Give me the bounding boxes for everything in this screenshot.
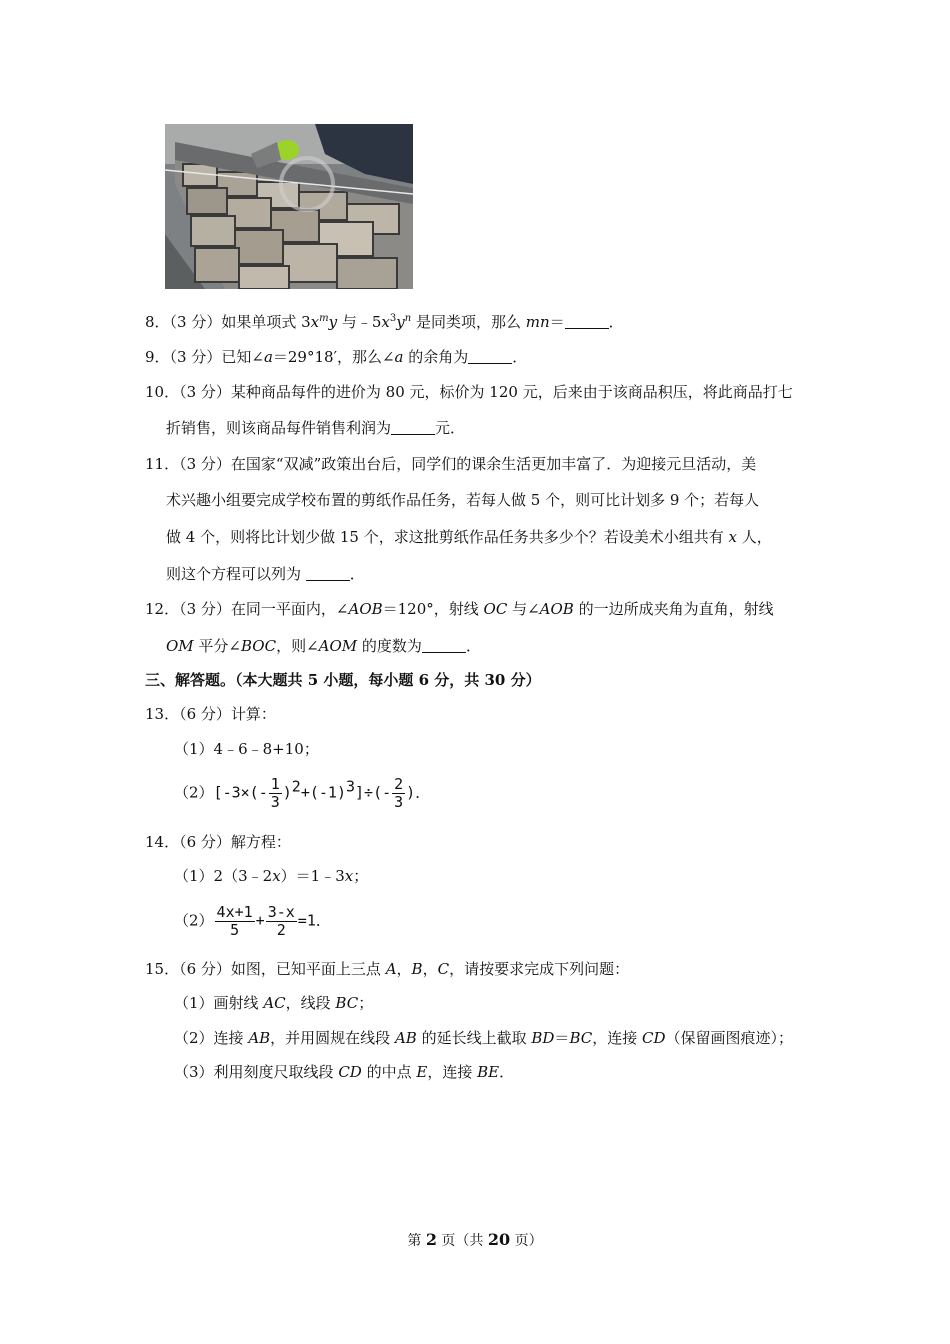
fraction: $\frac{3-x}{2}$ — [267, 903, 295, 939]
question-14-part-1: （1）2（3﹣2x）＝1﹣3x； — [174, 867, 369, 885]
question-14-part-2: （2） $\frac{4x+1}{5}$ + $\frac{3-x}{2}$ =1． — [174, 903, 331, 939]
fraction: $\frac{4x+1}{5}$ — [216, 903, 253, 939]
bricklaying-photo — [165, 124, 413, 289]
question-15: 15．（6 分）如图，已知平面上三点 A，B，C，请按要求完成下列问题： — [145, 960, 630, 978]
answer-blank[interactable] — [468, 349, 512, 364]
fraction: $\frac{1}{3}$ — [270, 775, 280, 811]
question-12-line-1: 12．（3 分）在同一平面内，∠AOB＝120°，射线 OC 与∠AOB 的一边所成夹角为直角，射线 — [145, 600, 774, 618]
page-number: 2 — [425, 1230, 437, 1249]
question-11-line-4: 则这个方程可以列为 ． — [166, 565, 365, 583]
question-8: 8．（3 分）如果单项式 $3x^my$ 与$﹣5x^3y^n$ 是同类项，那么 mn＝ ． — [145, 313, 624, 331]
question-11-line-3: 做 4 个，则将比计划少做 15 个，求这批剪纸作品任务共多少个？若设美术小组共有 x 人， — [166, 528, 772, 546]
question-12-line-2: OM 平分∠BOC，则∠AOM 的度数为 ． — [166, 637, 481, 655]
answer-blank[interactable] — [422, 638, 466, 653]
page-total: 20 — [487, 1230, 511, 1249]
question-14: 14．（6 分）解方程： — [145, 833, 291, 851]
question-15-part-2: （2）连接 AB，并用圆规在线段 AB 的延长线上截取 BD＝BC，连接 CD（保留画图痕迹）； — [174, 1029, 794, 1047]
question-15-part-3: （3）利用刻度尺取线段 CD 的中点 E，连接 BE． — [174, 1063, 515, 1081]
section-3-heading: 三、解答题。（本大题共 5 小题，每小题 6 分，共 30 分） — [145, 671, 541, 689]
question-11-line-1: 11．（3 分）在国家“双减”政策出台后，同学们的课余生活更加丰富了．为迎接元旦活动，美 — [145, 455, 757, 473]
question-11-line-2: 术兴趣小组要完成学校布置的剪纸作品任务，若每人做 5 个，则可比计划多 9 个；若每人 — [166, 491, 760, 509]
page-footer: 第 2 页（共 20 页） — [407, 1230, 543, 1249]
question-10-line-2: 折销售，则该商品每件销售利润为 元． — [166, 419, 466, 437]
question-10-line-1: 10．（3 分）某种商品每件的进价为 80 元，标价为 120 元，后来由于该商品积压，将此商品打七 — [145, 383, 793, 401]
question-13-part-1: （1）4﹣6﹣8+10； — [174, 740, 319, 758]
question-13-part-2: （2）[-3×(- $\frac{1}{3}$ )$^2+(-1)^3]\div(-$ $\frac{2}{3}$ )． — [174, 775, 431, 811]
question-15-part-1: （1）画射线 AC，线段 BC； — [174, 994, 374, 1012]
answer-blank[interactable] — [391, 420, 435, 435]
answer-blank[interactable] — [565, 314, 609, 329]
answer-blank[interactable] — [306, 566, 350, 581]
question-9: 9．（3 分）已知∠a＝29°18′，那么∠a 的余角为 ． — [145, 348, 528, 366]
fraction: $\frac{2}{3}$ — [394, 775, 404, 811]
question-13: 13．（6 分）计算： — [145, 705, 276, 723]
